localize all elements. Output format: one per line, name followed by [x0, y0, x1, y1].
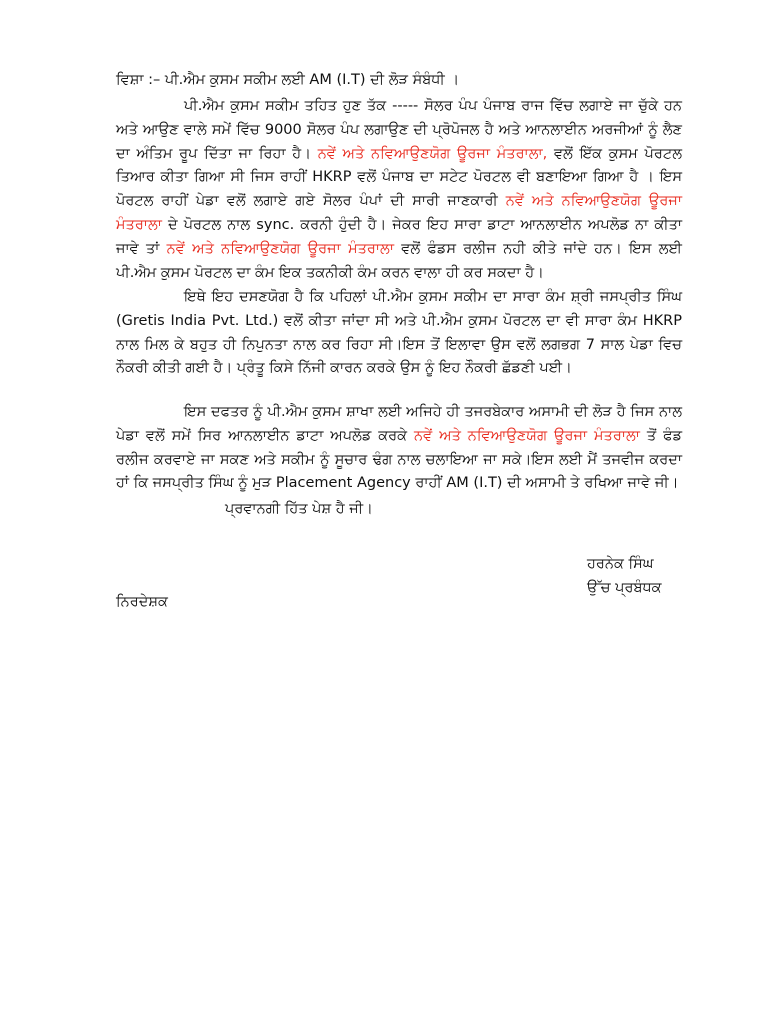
paragraph-3-text-a: ਇਸ ਦਫਤਰ ਨੂੰ ਪੀ.ਐਮ ਕੁਸਮ ਸ਼ਾਖਾ ਲਈ ਅਜਿਹੇ ਹੀ ਤਜਰਬੇਕਾਰ ਅਸਾਮੀ ਦੀ ਲੋੜ ਹੈ ਜਿਸ ਨਾਲ ਪੇਡਾ ਵਲੋਂ ਸਮੇਂ ਸਿਰ ਆਨਲਾਈਨ ਡਾਟਾ ਅਪਲੋਡ ਕਰਕੇ: [116, 404, 682, 444]
paragraph-1-text-a: ਪੀ.ਐਮ ਕੁਸਮ ਸਕੀਮ ਤਹਿਤ ਹੁਣ ਤੱਕ ----- ਸੋਲਰ ਪੰਪ ਪੰਜਾਬ ਰਾਜ ਵਿੱਚ ਲਗਾਏ ਜਾ ਚੁੱਕੇ ਹਨ ਅਤੇ ਆਉਣ ਵਾਲੇ ਸਮੇਂ ਵਿੱਚ 9000 ਸੋਲਰ ਪੰਪ ਲਗਾਉਣ ਦੀ ਪ੍ਰੋਪੋਜਲ ਹੈ ਅਤੇ ਆਨਲਾਈਨ ਅਰਜੀਆਂ ਨੂੰ ਲੈਣ ਦਾ ਅੰਤਿਮ ਰੂਪ ਦਿੱਤਾ ਜਾ ਰਿਹਾ ਹੈ।: [116, 98, 682, 162]
closing-line: ਪ੍ਰਵਾਨਗੀ ਹਿੱਤ ਪੇਸ਼ ਹੈ ਜੀ।: [225, 501, 373, 517]
ministry-name: ਨਵੇਂ ਅਤੇ ਨਵਿਆਉਣਯੋਗ ਊਰਜਾ ਮੰਤਰਾਲਾ: [414, 427, 640, 444]
addressee: ਨਿਰਦੇਸ਼ਕ: [116, 594, 168, 610]
paragraph-1-text-c: ਦੇ ਪੋਰਟਲ ਨਾਲ sync. ਕਰਨੀ ਹੁੰਦੀ ਹੈ। ਜੇਕਰ ਇਹ ਸਾਰਾ ਡਾਟਾ ਆਨਲਾਈਨ ਅਪਲੋਡ ਨਾ ਕੀਤਾ ਜਾਵੇ ਤਾਂ: [116, 216, 683, 257]
subject-line: ਵਿਸ਼ਾ :– ਪੀ.ਐਮ ਕੁਸਮ ਸਕੀਮ ਲਈ AM (I.T) ਦੀ ਲੋੜ ਸੰਬੰਧੀ ।: [116, 72, 460, 88]
ministry-name: ਨਵੇਂ ਅਤੇ ਨਵਿਆਉਣਯੋਗ ਊਰਜਾ ਮੰਤਰਾਲਾ: [166, 240, 394, 257]
paragraph-1-text-d: ਵਲੋਂ ਫੰਡਸ ਰਲੀਜ ਨਹੀ ਕੀਤੇ ਜਾਂਦੇ ਹਨ। ਇਸ ਲਈ ਪੀ.ਐਮ ਕੁਸਮ ਪੋਰਟਲ ਦਾ ਕੰਮ ਇਕ ਤਕਨੀਕੀ ਕੰਮ ਕਰਨ ਵਾਲਾ ਹੀ ਕਰ ਸਕਦਾ ਹੈ।: [116, 240, 682, 281]
paragraph-2: [116, 286, 682, 381]
paragraph-1-text-b: ਵਲੋਂ ਇੱਕ ਕੁਸਮ ਪੋਰਟਲ ਤਿਆਰ ਕੀਤਾ ਗਿਆ ਸੀ ਜਿਸ ਰਾਹੀਂ HKRP ਵਲੋਂ ਪੰਜਾਬ ਦਾ ਸਟੇਟ ਪੋਰਟਲ ਵੀ ਬਣਾਇਆ ਗਿਆ ਹੈ । ਇਸ ਪੋਰਟਲ ਰਾਹੀਂ ਪੇਡਾ ਵਲੋਂ ਲਗਾਏ ਗਏ ਸੋਲਰ ਪੰਪਾਂ ਦੀ ਸਾਰੀ ਜਾਣਕਾਰੀ: [116, 145, 682, 210]
paragraph-2-text: ਇਥੇ ਇਹ ਦਸਣਯੋਗ ਹੈ ਕਿ ਪਹਿਲਾਂ ਪੀ.ਐਮ ਕੁਸਮ ਸਕੀਮ ਦਾ ਸਾਰਾ ਕੰਮ ਸ਼੍ਰੀ ਜਸਪ੍ਰੀਤ ਸਿੰਘ (Gretis India Pvt. Ltd.) ਵਲੋਂ ਕੀਤਾ ਜਾਂਦਾ ਸੀ ਅਤੇ ਪੀ.ਐਮ ਕੁਸਮ ਪੋਰਟਲ ਦਾ ਵੀ ਸਾਰਾ ਕੰਮ HKRP ਨਾਲ ਮਿਲ ਕੇ ਬਹੁਤ ਹੀ ਨਿਪੁਨਤਾ ਨਾਲ ਕਰ ਰਿਹਾ ਸੀ।ਇਸ ਤੋਂ ਇਲਾਵਾ ਉਸ ਵਲੋਂ ਲਗਭਗ 7 ਸਾਲ ਪੇਡਾ ਵਿਚ ਨੌਕਰੀ ਕੀਤੀ ਗਈ ਹੈ। ਪ੍ਰੰਤੂ ਕਿਸੇ ਨਿੱਜੀ ਕਾਰਨ ਕਰਕੇ ਉਸ ਨੂੰ ਇਹ ਨੌਕਰੀ ਛੱਡਣੀ ਪਈ।: [116, 289, 682, 377]
signatory-name: ਹਰਨੇਕ ਸਿੰਘ: [587, 556, 654, 572]
paragraph-3: [116, 401, 682, 496]
signature-block: [587, 552, 662, 600]
paragraph-3-text-b: ਤੋਂ ਫੰਡ ਰਲੀਜ ਕਰਵਾਏ ਜਾ ਸਕਣ ਅਤੇ ਸਕੀਮ ਨੂੰ ਸੂਚਾਰ ਢੰਗ ਨਾਲ ਚਲਾਇਆ ਜਾ ਸਕੇ।ਇਸ ਲਈ ਮੈਂ ਤਜਵੀਜ ਕਰਦਾ ਹਾਂ ਕਿ ਜਸਪ੍ਰੀਤ ਸਿੰਘ ਨੂੰ ਮੁੜ Placement Agency ਰਾਹੀਂ AM (I.T) ਦੀ ਅਸਾਮੀ ਤੇ ਰਖਿਆ ਜਾਵੇ ਜੀ।: [116, 427, 682, 492]
ministry-name: ਨਵੇਂ ਅਤੇ ਨਵਿਆਉਣਯੋਗ ਊਰਜਾ ਮੰਤਰਾਲਾ: [116, 193, 682, 233]
paragraph-1: [116, 95, 682, 285]
ministry-name: ਨਵੇਂ ਅਤੇ ਨਵਿਆਉਣਯੋਗ ਊਰਜਾ ਮੰਤਰਾਲਾ,: [317, 145, 548, 162]
signatory-title: ਉੱਚ ਪ੍ਰਬੰਧਕ: [587, 580, 662, 596]
